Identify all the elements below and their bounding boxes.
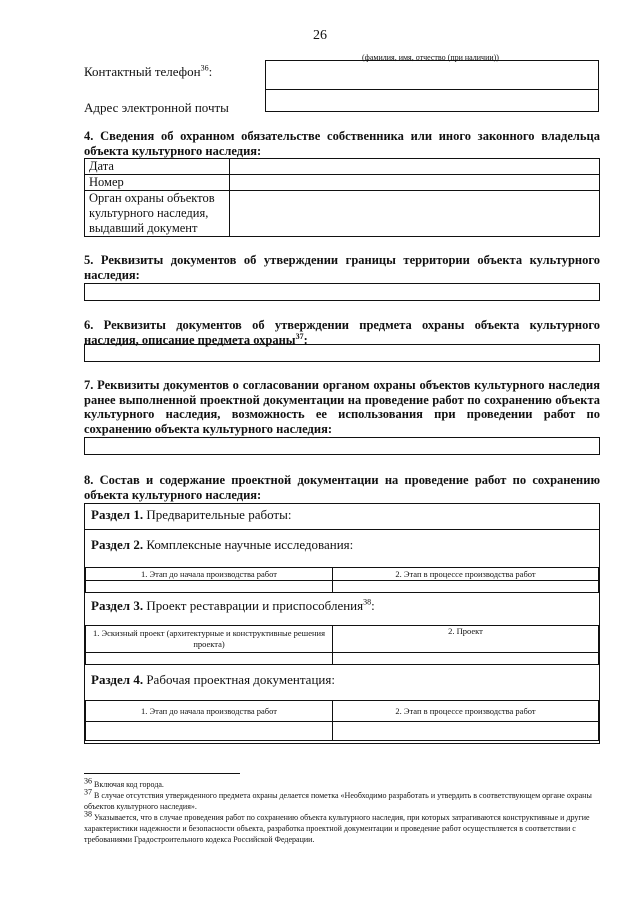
part-4-col-2: 2. Этап в процессе производства работ (333, 701, 599, 722)
footnote-36: 36 Включая код города. (84, 776, 164, 789)
table-row (85, 175, 600, 191)
part-3-col-2: 2. Проект (333, 626, 599, 653)
section-4-heading: 4. Сведения об охранном обязательстве собственника или иного законного владельца объекта культурного наследия: (84, 129, 600, 158)
part-4-field-2[interactable] (333, 722, 599, 741)
divider (85, 529, 599, 530)
page-number: 26 (313, 28, 327, 43)
part-2-field-2[interactable] (333, 581, 599, 593)
part-2-col-1: 1. Этап до начала производства работ (86, 568, 333, 581)
part-2-col-2: 2. Этап в процессе производства работ (333, 568, 599, 581)
row-label-date: Дата (85, 159, 230, 175)
part-4-col-1: 1. Этап до начала производства работ (86, 701, 333, 722)
section-7-field[interactable] (84, 437, 600, 455)
part-4-title: Раздел 4. Рабочая проектная документация: (91, 672, 335, 687)
part-3-field-1[interactable] (86, 653, 333, 665)
row-label-number: Номер (85, 175, 230, 191)
section-6-heading: 6. Реквизиты документов об утверждении предмета охраны объекта культурного наследия, описание предмета охраны$^{37}$: (84, 318, 600, 347)
part-3-col-1: 1. Эскизный проект (архитектурные и конструктивные решения проекта) (86, 626, 333, 653)
email-label: Адрес электронной почты (84, 100, 229, 115)
email-field[interactable] (265, 89, 599, 112)
phone-field[interactable] (265, 60, 599, 90)
section-8-table (84, 503, 600, 744)
section-6-field[interactable] (84, 344, 600, 362)
part-4-grid (85, 700, 599, 741)
authority-field[interactable] (230, 191, 600, 237)
part-2-field-1[interactable] (86, 581, 333, 593)
section-8-heading: 8. Состав и содержание проектной документации на проведение работ по сохранению объекта культурного наследия: (84, 473, 600, 502)
footnote-separator (84, 773, 240, 774)
section-4-table (84, 158, 600, 237)
part-1-title: Раздел 1. Предварительные работы: (91, 507, 292, 522)
phone-label: Контактный телефон$^{36}$: (84, 63, 213, 79)
section-5-field[interactable] (84, 283, 600, 301)
fio-caption: (фамилия, имя, отчество (при наличии)) (362, 53, 499, 62)
part-3-field-2[interactable] (333, 653, 599, 665)
table-row (85, 191, 600, 237)
footnote-38: 38 Указывается, что в случае проведения работ по сохранению объекта культурного наследия, при которых затрагиваются конструктивные и другие характеристики надежности и безопасности объекта, разработка проектной документации и проведение работ осуществляется в соответствии с требованиями Градостроительного кодекса Российской Федерации. (84, 809, 590, 844)
section-7-heading: 7. Реквизиты документов о согласовании органом охраны объектов культурного наследия ранее выполненной проектной документации на проведение работ по сохранению объекта культурного наследия, возможность ее использования при проведении работ по сохранению объекта культурного наследия: (84, 378, 600, 436)
date-field[interactable] (230, 159, 600, 175)
part-4-field-1[interactable] (86, 722, 333, 741)
footnote-37: 37 В случае отсутствия утвержденного предмета охраны делается пометка «Необходимо разработать и утвердить в соответствующем органе охраны объектов культурного наследия». (84, 787, 592, 811)
row-label-authority: Орган охраны объектов культурного наследия, выдавший документ (85, 191, 230, 237)
table-row (85, 159, 600, 175)
part-2-grid (85, 567, 599, 593)
number-field[interactable] (230, 175, 600, 191)
section-5-heading: 5. Реквизиты документов об утверждении границы территории объекта культурного наследия: (84, 253, 600, 282)
part-3-title: Раздел 3. Проект реставрации и приспособления$^{38}$: (91, 597, 375, 613)
footnotes (84, 776, 600, 845)
part-2-title: Раздел 2. Комплексные научные исследования: (91, 537, 354, 552)
part-3-grid (85, 625, 599, 665)
